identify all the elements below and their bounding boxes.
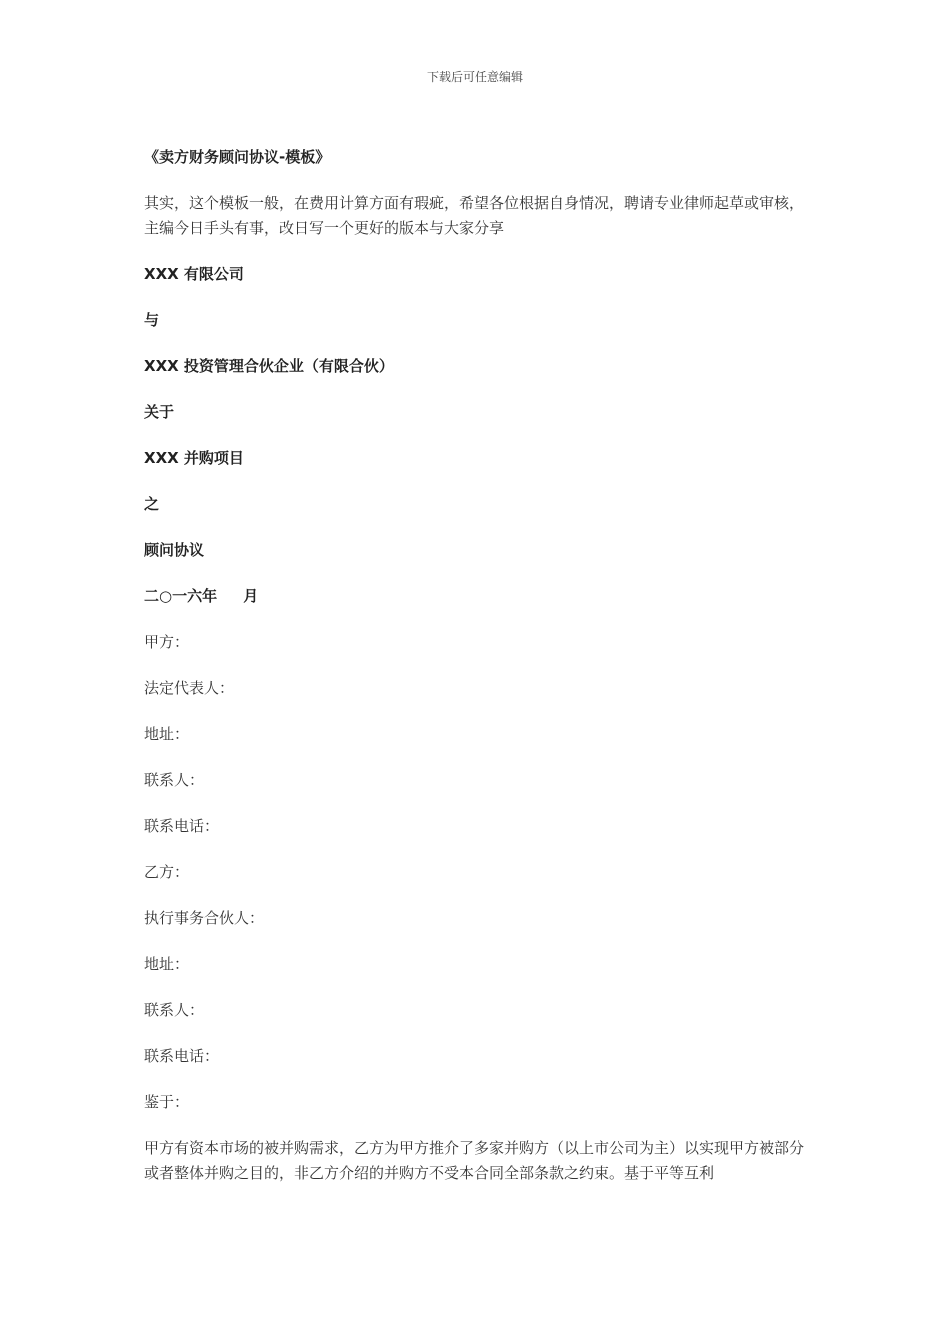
contact-label-b: 联系人：	[144, 1001, 205, 1019]
address-label-b: 地址：	[144, 955, 190, 973]
of-text: 之	[144, 495, 160, 513]
legal-rep-label: 法定代表人：	[144, 679, 235, 697]
whereas-label: 鉴于：	[144, 1093, 190, 1111]
address-label-a: 地址：	[144, 725, 190, 743]
intro-paragraph: 其实，这个模板一般，在费用计算方面有瑕疵，希望各位根据自身情况，聘请专业律师起草或审核，主编今日手头有事，改日写一个更好的版本与大家分享	[144, 194, 805, 237]
party-a-name: XXX 有限公司	[144, 265, 244, 283]
about-text: 关于	[144, 403, 175, 421]
document-body	[144, 145, 804, 1207]
party-a-label: 甲方：	[144, 633, 190, 651]
phone-label-b: 联系电话：	[144, 1047, 220, 1065]
contact-label-a: 联系人：	[144, 771, 205, 789]
party-b-label: 乙方：	[144, 863, 190, 881]
phone-label-a: 联系电话：	[144, 817, 220, 835]
agreement-type: 顾问协议	[144, 541, 205, 559]
document-date: 二○一六年 月	[144, 587, 259, 605]
whereas-paragraph: 甲方有资本市场的被并购需求，乙方为甲方推介了多家并购方（以上市公司为主）以实现甲方被部分或者整体并购之目的，非乙方介绍的并购方不受本合同全部条款之约束。基于平等互利	[144, 1139, 805, 1182]
document-title: 《卖方财务顾问协议-模板》	[144, 148, 331, 166]
managing-partner-label: 执行事务合伙人：	[144, 909, 265, 927]
project-name: XXX 并购项目	[144, 449, 244, 467]
party-b-name: XXX 投资管理合伙企业（有限合伙）	[144, 357, 394, 375]
header-note: 下载后可任意编辑	[426, 70, 523, 84]
and-text: 与	[144, 311, 160, 329]
